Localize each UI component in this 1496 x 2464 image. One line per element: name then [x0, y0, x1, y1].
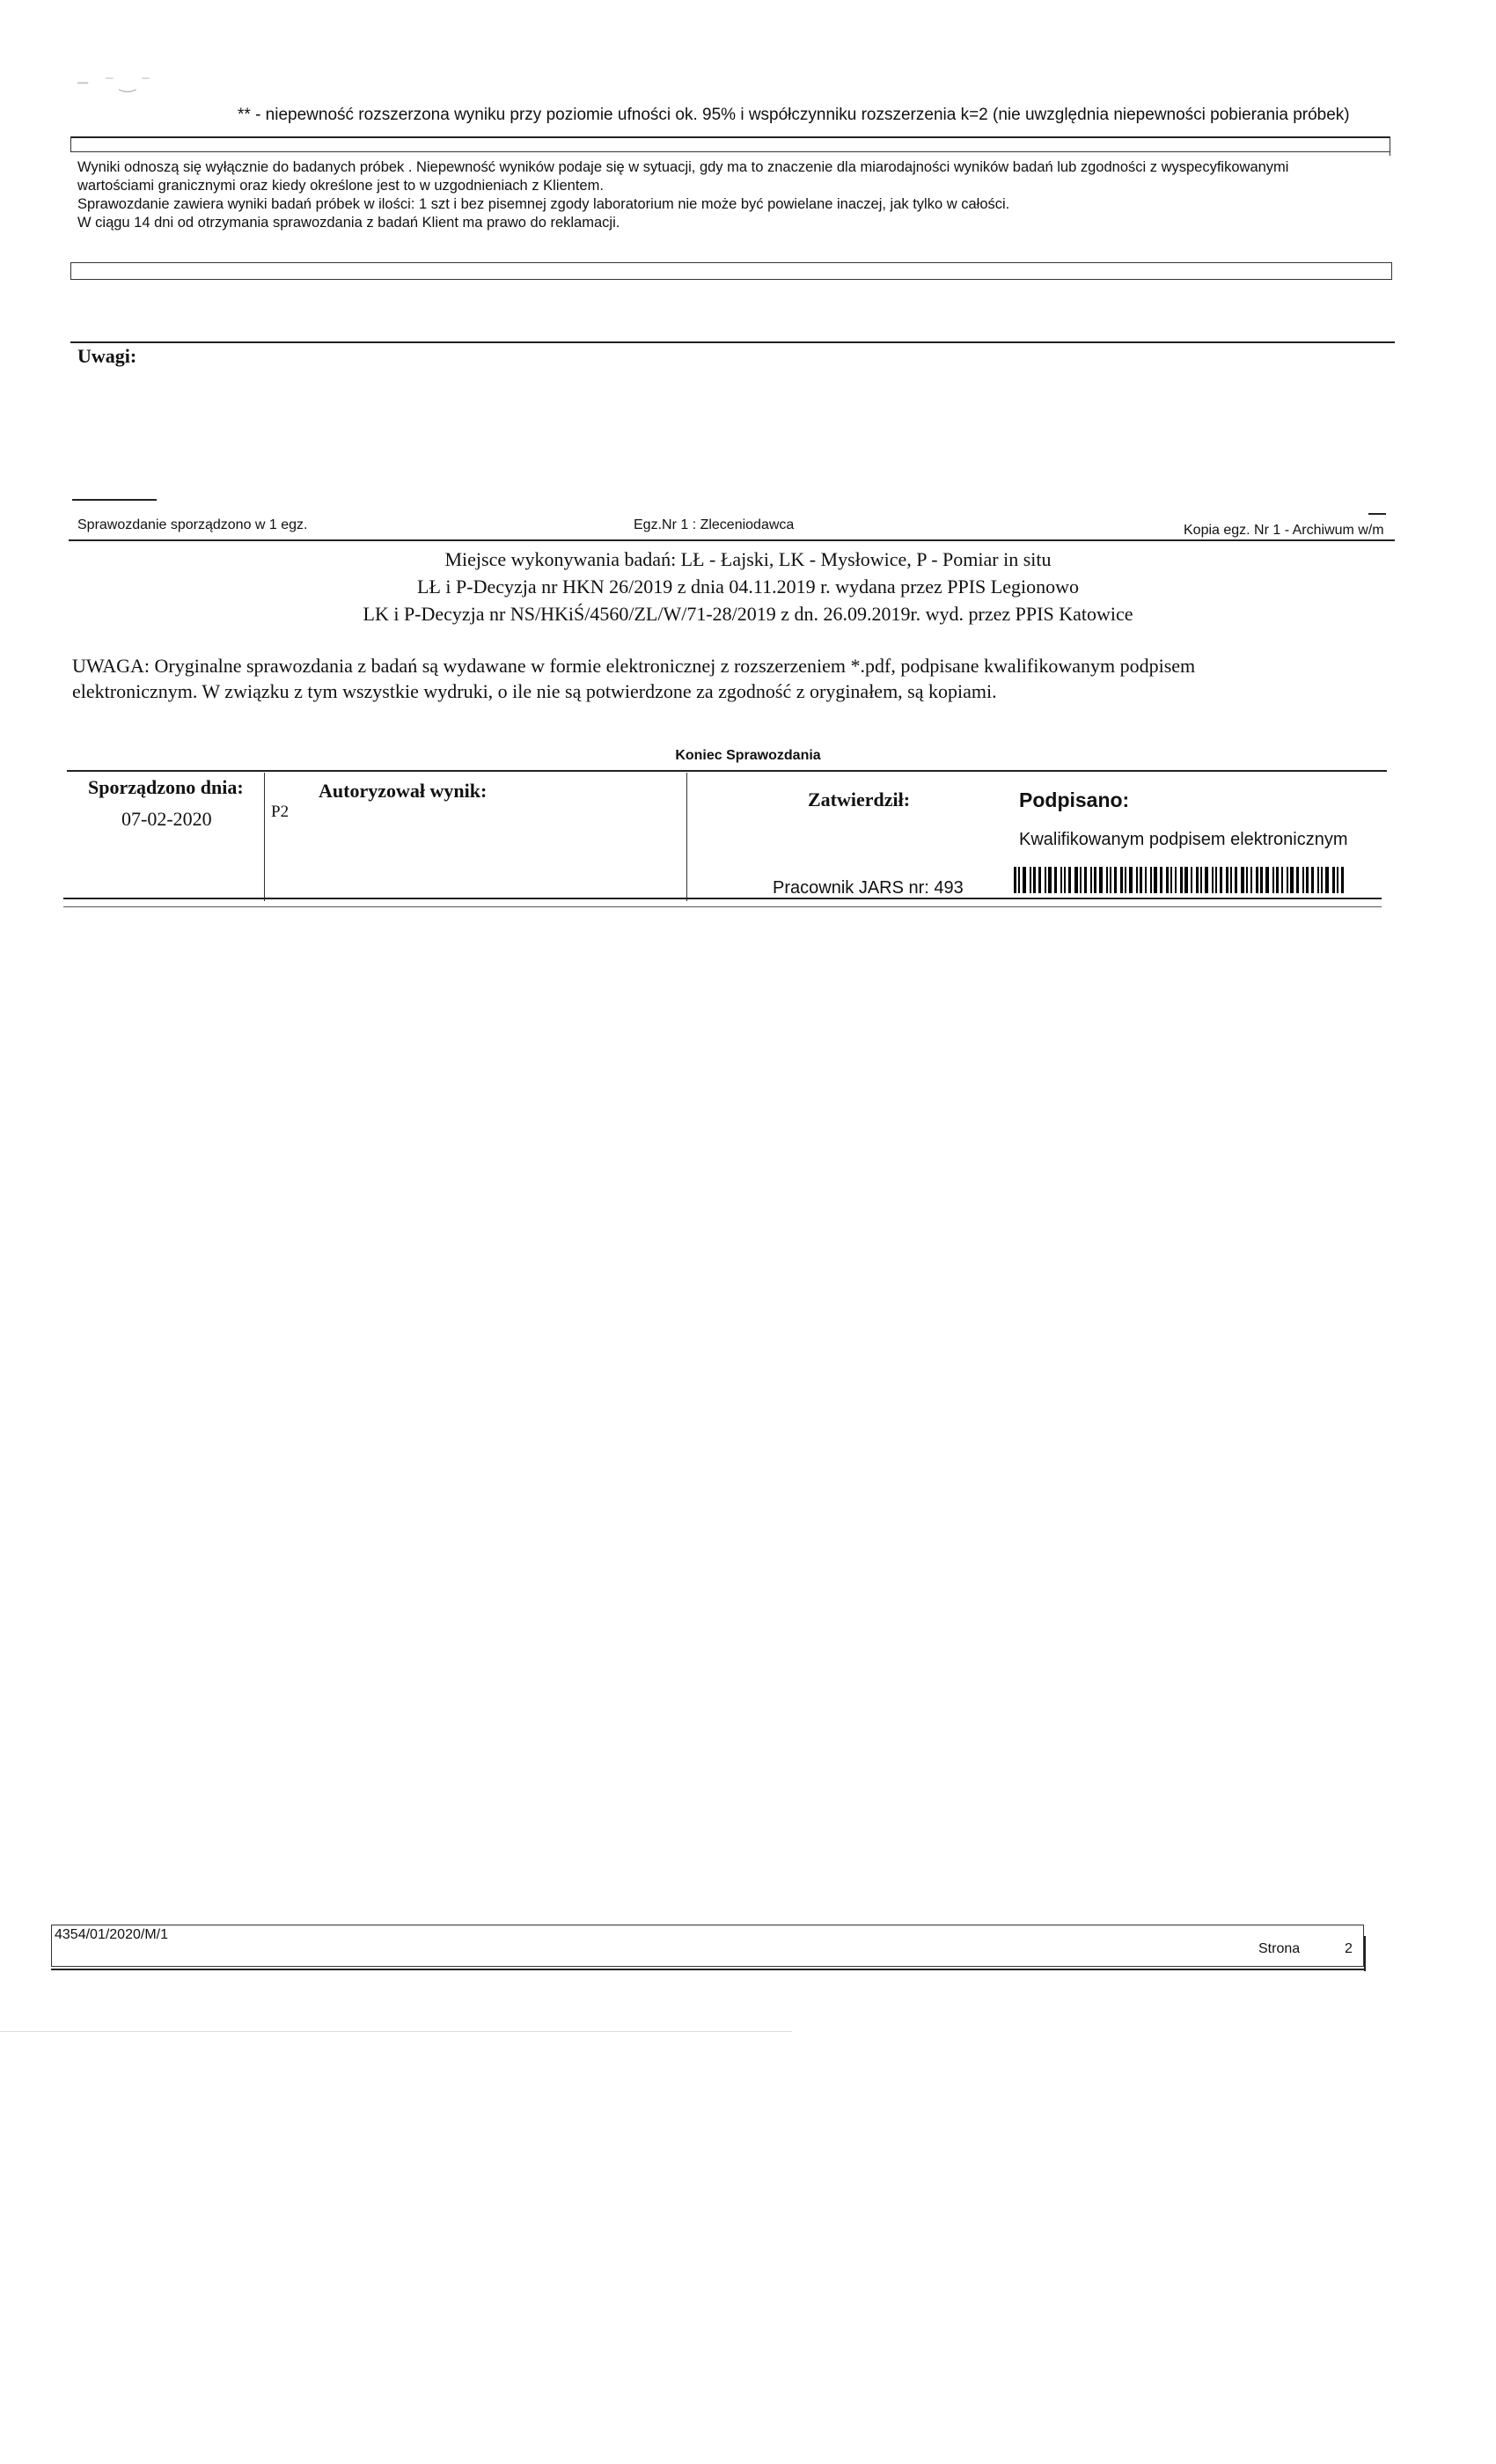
divider [51, 1969, 1364, 1970]
divider [70, 151, 1390, 152]
barcode-stripe [1099, 867, 1103, 893]
electronic-original-warning [72, 653, 1392, 704]
page-number: 2 [1345, 1941, 1353, 1956]
divider [63, 906, 1382, 907]
barcode-stripe [1311, 867, 1314, 893]
barcode-stripe [1120, 867, 1123, 893]
barcode-stripe [1306, 867, 1309, 893]
barcode-stripe [1090, 867, 1092, 893]
barcode-stripe [1317, 867, 1319, 893]
barcode-stripe [1287, 867, 1288, 893]
divider [686, 773, 687, 901]
barcode-stripe [1068, 867, 1071, 893]
barcode-stripe [1212, 867, 1214, 893]
barcode-stripe [1045, 867, 1046, 893]
barcode-stripe [1215, 867, 1217, 893]
approved-label: Zatwierdził: [808, 788, 911, 810]
barcode-stripe [1184, 867, 1188, 893]
divider [1368, 513, 1386, 515]
barcode-stripe [1018, 867, 1020, 893]
divider [63, 898, 1382, 899]
barcode-stripe [1302, 867, 1304, 893]
barcode-stripe [1074, 867, 1078, 893]
barcode-stripe [1154, 867, 1157, 893]
barcode-stripe [1290, 867, 1294, 893]
barcode-stripe [1281, 867, 1283, 893]
info-line: Wyniki odnoszą się wyłącznie do badanych próbek . Niepewność wyników podaje się w sytuacji, gdy ma to znaczenie dla miarodajności wyników badań lub zgodności z wyspecyfikowanymi [77, 159, 1289, 175]
scan-artifact: – ⁻‿⁻ [77, 70, 157, 92]
divider [1364, 1936, 1366, 1971]
barcode-stripe [1023, 867, 1026, 893]
barcode-stripe [1265, 867, 1269, 893]
divider [70, 136, 1390, 138]
signed-label: Podpisano: [1019, 788, 1130, 811]
place-line: LK i P-Decyzja nr NS/HKiŚ/4560/ZL/W/71-28/2019 z dn. 26.09.2019r. wyd. przez PPIS Katowice [363, 603, 1133, 625]
barcode-stripe [1094, 867, 1096, 893]
barcode-stripe [1246, 867, 1248, 893]
info-line: Sprawozdanie zawiera wyniki badań próbek w ilości: 1 szt i bez pisemnej zgody laboratorium nie może być powielane inaczej, jak tylko w całości. [77, 196, 1010, 212]
barcode-stripe [1054, 867, 1057, 893]
info-line: wartościami granicznymi oraz kiedy określone jest to w uzgodnieniach z Klientem. [77, 178, 604, 194]
barcode-stripe [1220, 867, 1222, 893]
empty-frame [70, 262, 1392, 280]
barcode-stripe [1033, 867, 1036, 893]
barcode-stripe [1160, 867, 1162, 893]
end-of-report-label: Koniec Sprawozdania [675, 748, 821, 763]
barcode-stripe [1175, 867, 1177, 893]
barcode-stripe [1166, 867, 1169, 893]
barcode-stripe [1332, 867, 1335, 893]
uncertainty-footnote: ** - niepewność rozszerzona wyniku przy poziomie ufności ok. 95% i współczynniku rozszerzenia k=2 (nie uwzględnia niepewności pobierania próbek) [238, 106, 1350, 124]
barcode-stripe [1106, 867, 1108, 893]
prepared-date: 07-02-2020 [121, 808, 212, 830]
warning-line: elektronicznym. W związku z tym wszystkie wydruki, o ile nie są potwierdzone za zgodność z oryginałem, są kopiami. [72, 680, 997, 702]
place-line: LŁ i P-Decyzja nr HKN 26/2019 z dnia 04.11.2019 r. wydana przez PPIS Legionowo [417, 576, 1079, 598]
divider [70, 341, 1395, 343]
divider [264, 773, 265, 901]
divider [72, 499, 157, 501]
code-label: P2 [271, 803, 290, 821]
barcode-stripe [1250, 867, 1252, 893]
barcode-stripe [1048, 867, 1052, 893]
info-line: W ciągu 14 dni od otrzymania sprawozdania z badań Klient ma prawo do reklamacji. [77, 215, 620, 231]
barcode-stripe [1180, 867, 1183, 893]
barcode-stripe [1191, 867, 1192, 893]
divider [67, 770, 1387, 772]
footer-box [51, 1925, 1364, 1967]
barcode-stripe [1260, 867, 1263, 893]
employee-number: Pracownik JARS nr: 493 [773, 878, 964, 898]
barcode-stripe [1337, 867, 1338, 893]
barcode-stripe [1030, 867, 1031, 893]
barcode-stripe [1296, 867, 1299, 893]
barcode-stripe [1080, 867, 1082, 893]
barcode-stripe [1196, 867, 1199, 893]
remarks-label: Uwagi: [77, 345, 137, 367]
barcode-stripe [1256, 867, 1258, 893]
barcode-stripe [1038, 867, 1041, 893]
copies-count: Sprawozdanie sporządzono w 1 egz. [77, 517, 308, 532]
barcode-stripe [1235, 867, 1237, 893]
barcode-stripe [1125, 867, 1126, 893]
barcode-stripe [1321, 867, 1323, 893]
barcode-stripe [1325, 867, 1329, 893]
barcode-stripe [1205, 867, 1208, 893]
barcode-stripe [1110, 867, 1111, 893]
document-id: 4354/01/2020/M/1 [55, 1927, 168, 1942]
barcode-stripe [1226, 867, 1228, 893]
page-label: Strona [1258, 1941, 1301, 1956]
divider [70, 136, 71, 152]
signature-barcode [1014, 867, 1347, 893]
barcode-stripe [1341, 867, 1344, 893]
results-info-block [77, 158, 1397, 232]
prepared-label: Sporządzono dnia: [88, 776, 244, 798]
copy-client: Egz.Nr 1 : Zleceniodawca [634, 517, 795, 532]
warning-line: UWAGA: Oryginalne sprawozdania z badań są wydawane w formie elektronicznej z rozszerzeniem *.pdf, podpisane kwalifikowanym podpisem [72, 655, 1196, 677]
barcode-stripe [1241, 867, 1244, 893]
place-line: Miejsce wykonywania badań: LŁ - Łajski, LK - Mysłowice, P - Pomiar in situ [444, 548, 1052, 570]
barcode-stripe [1150, 867, 1152, 893]
divider [69, 539, 1395, 541]
barcode-stripe [1060, 867, 1062, 893]
barcode-stripe [1014, 867, 1016, 893]
barcode-stripe [1140, 867, 1142, 893]
barcode-stripe [1114, 867, 1117, 893]
barcode-stripe [1170, 867, 1172, 893]
barcode-stripe [1230, 867, 1232, 893]
barcode-stripe [1136, 867, 1138, 893]
scan-artifact [0, 2031, 792, 2032]
signed-method: Kwalifikowanym podpisem elektronicznym [1019, 830, 1348, 849]
barcode-stripe [1084, 867, 1087, 893]
copy-archive: Kopia egz. Nr 1 - Archiwum w/m [1184, 523, 1384, 538]
barcode-stripe [1272, 867, 1274, 893]
barcode-stripe [1276, 867, 1279, 893]
barcode-stripe [1064, 867, 1066, 893]
authorized-label: Autoryzował wynik: [319, 780, 488, 802]
barcode-stripe [1145, 867, 1147, 893]
barcode-stripe [1129, 867, 1133, 893]
barcode-stripe [1200, 867, 1202, 893]
test-location-block [0, 546, 1496, 627]
